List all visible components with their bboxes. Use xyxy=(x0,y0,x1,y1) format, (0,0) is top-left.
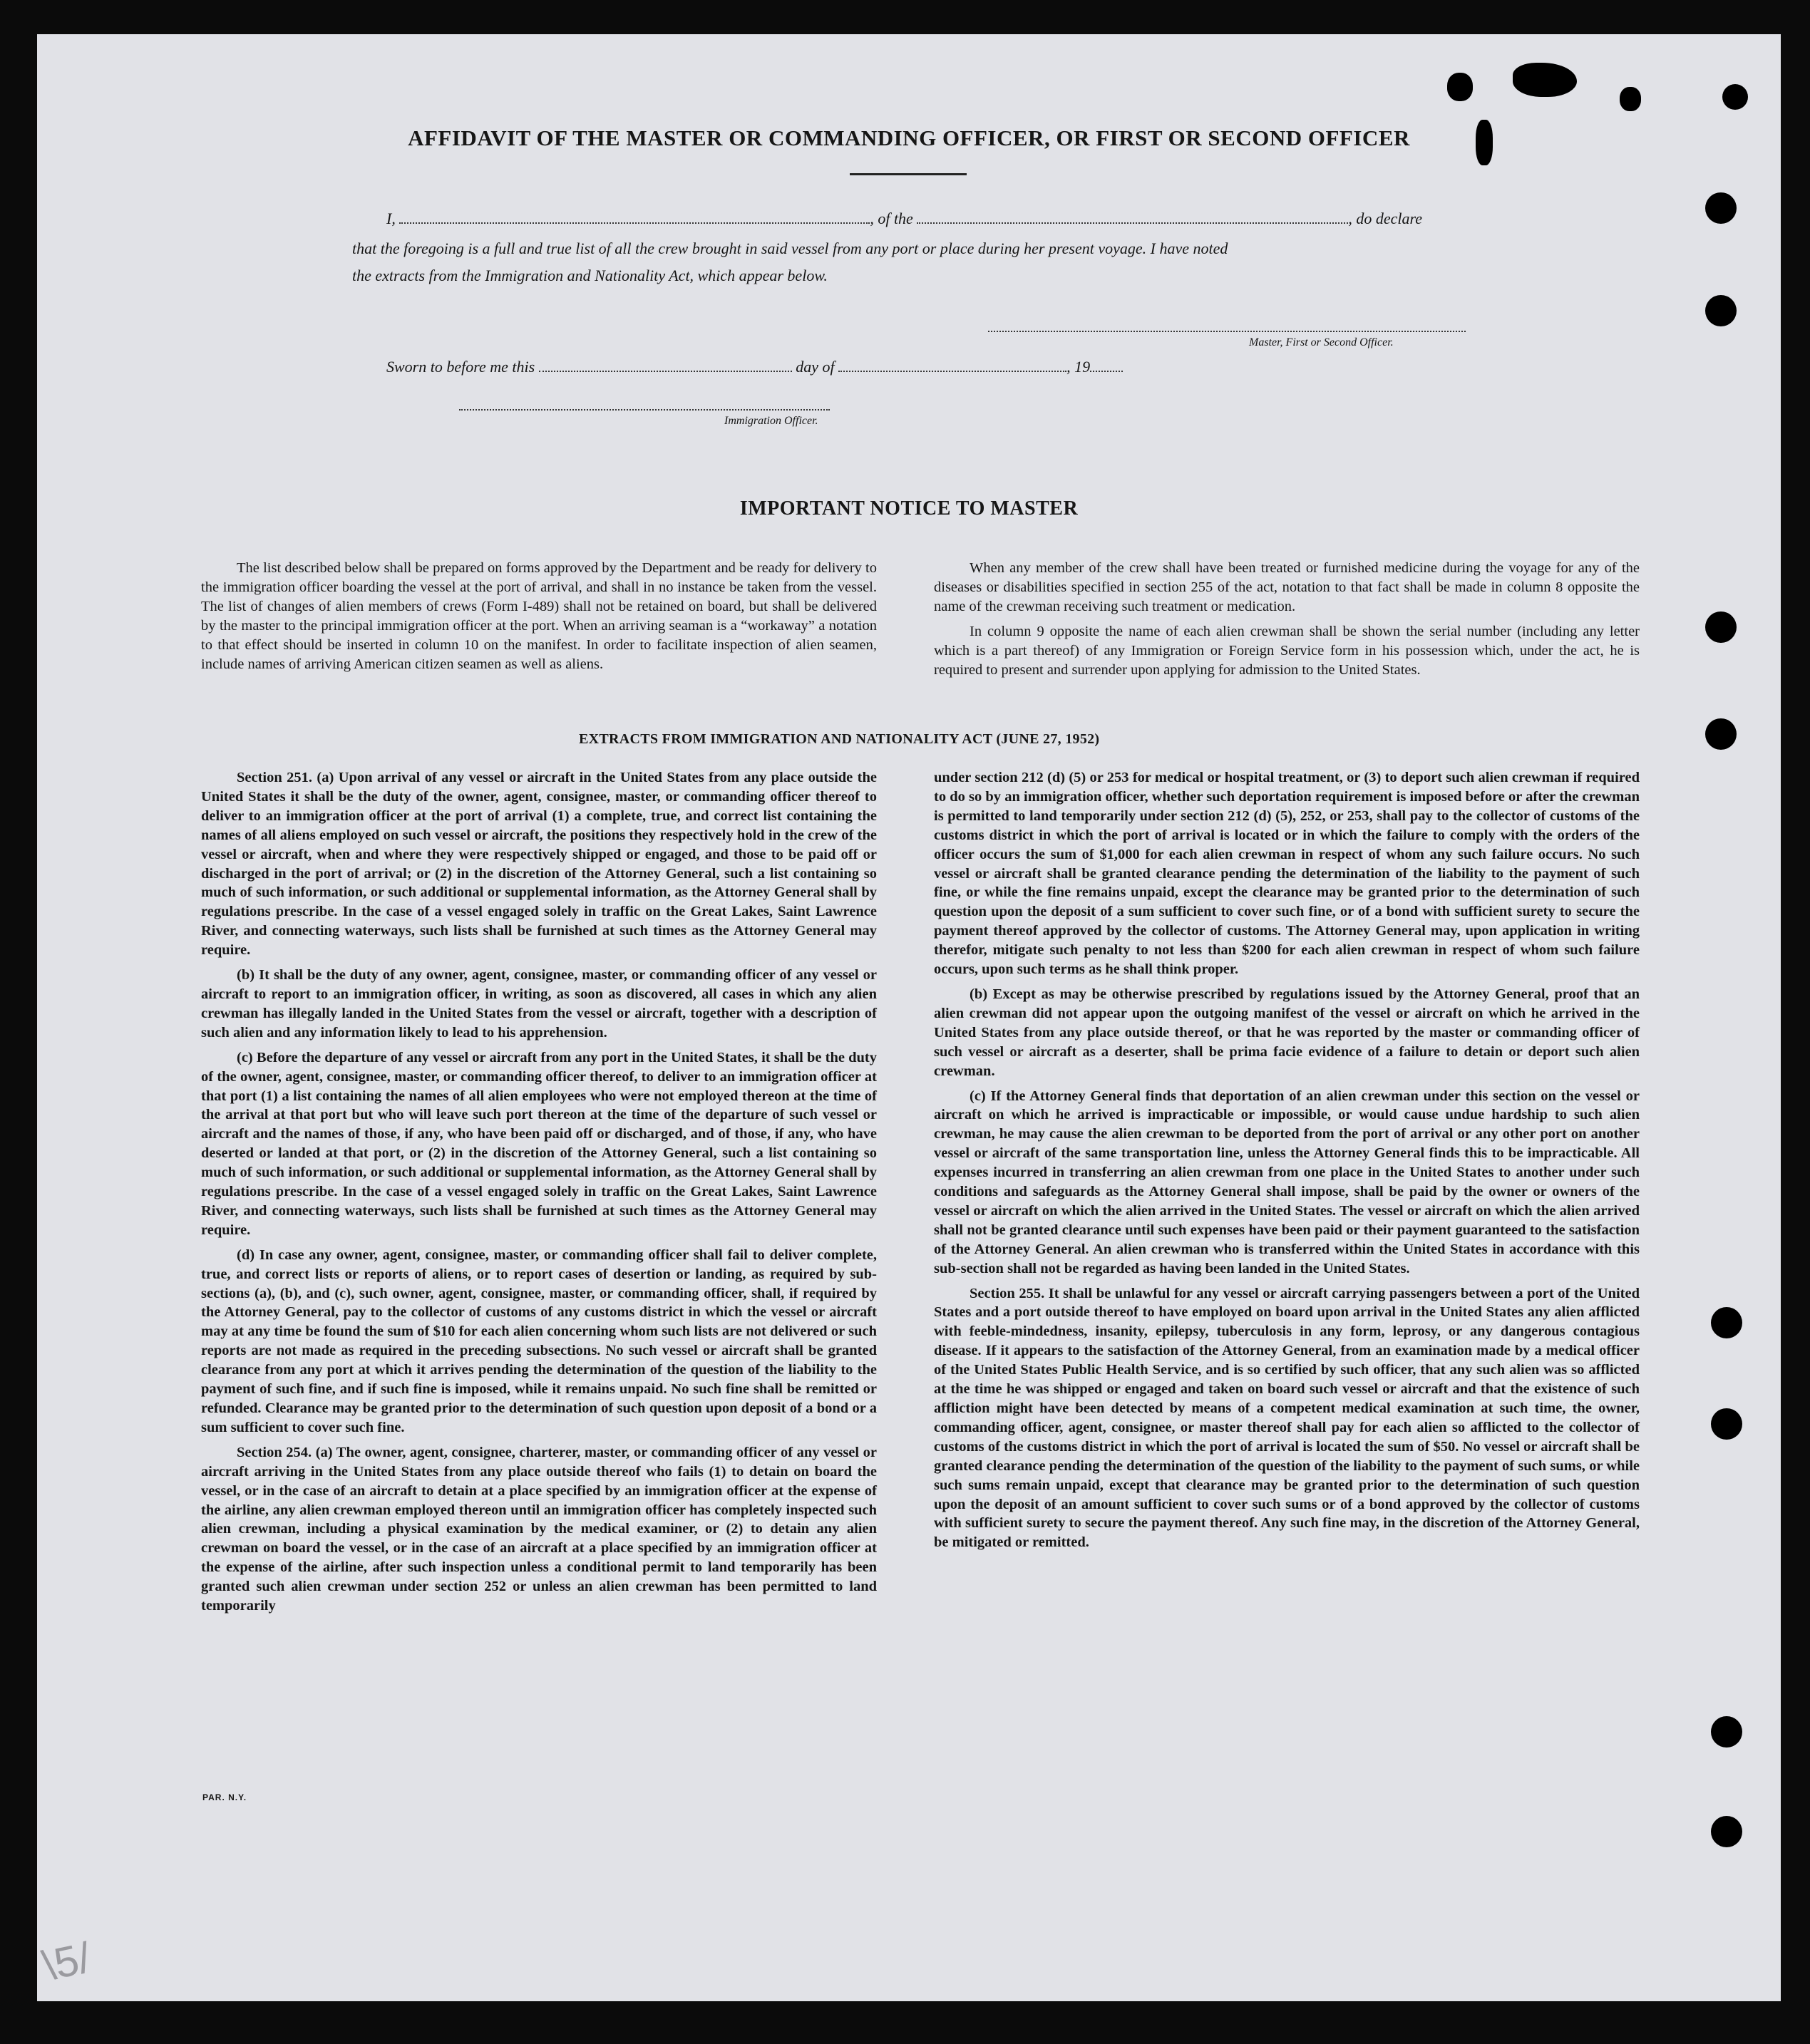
statute-paragraph: (c) Before the departure of any vessel or aircraft from any port in the United States, it shall be the duty of the owner, agent, consignee, master, or commanding officer thereof, to deliver to an immigration officer at that port (1) a list containing the names of all alien employees who were not employed thereon at the time of the arrival at that port but who will leave such port thereon at the time of the departure of such vessel or aircraft and the names of those, if any, who have been paid off or discharged, and of those, if any, who have deserted or landed at that port, or (2) in the discretion of the Attorney General, such a list containing so much of such information, or such additional or supplemental information, as the Attorney General shall by regulations prescribe. In the case of a vessel engaged solely in traffic on the Great Lakes, Saint Lawrence River, and connecting waterways, such lists shall be furnished at such times as the Attorney General may require. xyxy=(201,1049,877,1238)
year-label: , 19 xyxy=(1066,358,1091,376)
punch-hole xyxy=(1705,192,1737,224)
master-signature-caption: Master, First or Second Officer. xyxy=(1249,336,1394,349)
statute-paragraph: (b) It shall be the duty of any owner, agent, consignee, master, or commanding officer of any vessel or aircraft to report to an immigration officer, in writing, as soon as discovered, all cases in which any alien crewman has illegally landed in the United States from the vessel or aircraft, together with a description of such alien and any information likely to lead to his apprehension. xyxy=(201,967,877,1041)
sworn-year-field[interactable] xyxy=(1090,361,1123,372)
punch-hole xyxy=(1711,1816,1742,1847)
punch-hole xyxy=(1711,1307,1742,1338)
notice-paragraph: The list described below shall be prepared on forms approved by the Department and be ready for delivery to the immigration officer boarding the vessel at the port of arrival, and shall in no instance be taken from the vessel. The list of changes of alien members of crews (Form I-489) shall not be retained on board, but shall be delivered by the master to the principal immigration officer at the port. When an arriving seaman is a “workaway” a notation to that effect should be inserted in column 10 on the manifest. In order to facilitate inspection of alien seamen, include names of arriving American citizen seamen as well as aliens. xyxy=(201,560,877,672)
punch-hole xyxy=(1705,611,1737,643)
statute-paragraph: (b) Except as may be otherwise prescribed by regulations issued by the Attorney General, proof that an alien crewman did not appear upon the outgoing manifest of the vessel or aircraft on which he arrived in the United States from any place outside thereof, or that he was reported by the master or commanding officer of such vessel or aircraft as a deserter, shall be prima facie evidence of a failure to detain or deport such alien crewman. xyxy=(934,986,1640,1079)
statute-paragraph: Section 251. (a) Upon arrival of any vessel or aircraft in the United States from any place outside the United States it shall be the duty of the owner, agent, consignee, master, or commanding officer thereof to deliver to an immigration officer at the port of arrival (1) a complete, true, and correct list containing the names of all aliens employed on such vessel or aircraft, the positions they respectively hold in the crew of the vessel or aircraft, when and where they were respectively shipped or engaged, and those to be paid off or discharged in the port of arrival; or (2) in the discretion of the Attorney General, such a list containing so much of such information, or such additional or supplemental information, as the Attorney General shall by regulations prescribe. In the case of a vessel engaged solely in traffic on the Great Lakes, Saint Lawrence River, and connecting waterways, such lists shall be furnished at such times as the Attorney General may require. xyxy=(201,770,877,959)
punch-hole xyxy=(1711,1408,1742,1440)
punch-hole xyxy=(1705,295,1737,326)
punch-hole xyxy=(1711,1716,1742,1748)
extracts-right-column xyxy=(934,768,1640,1552)
printer-mark: PAR. N.Y. xyxy=(202,1792,247,1802)
statute-paragraph: under section 212 (d) (5) or 253 for medical or hospital treatment, or (3) to deport such alien crewman if required to do so by an immigration officer, whether such deportation requirement is imposed before or after the crewman is permitted to land temporarily under section 212 (d) (5), 252, or 253, shall pay to the collector of customs of the customs district in which the port of arrival is located or in which the failure to comply with the orders of the officer occurs the sum of $1,000 for each alien crewman in respect of whom any such failure occurs. No such vessel or aircraft shall be granted clearance pending the determination of the liability to the payment of such fine, or while the fine remains unpaid, except the clearance may be granted prior to the determination of such question upon the deposit of a sum sufficient to cover such fine, or of a bond with sufficient surety to secure the payment thereof approved by the collector of customs. The Attorney General may, upon application in writing therefor, mitigate such penalty to not less than $200 for each alien crewman in respect of whom such failure occurs, upon such terms as he shall think proper. xyxy=(934,770,1640,978)
notice-paragraph: When any member of the crew shall have been treated or furnished medicine during the voyage for any of the diseases or disabilities specified in section 255 of the act, notation to that fact shall be made in column 8 opposite the name of the crewman receiving such treatment or medication. xyxy=(934,560,1640,614)
declaration-line xyxy=(386,210,1504,228)
ink-blot xyxy=(1447,73,1473,101)
statute-paragraph: Section 254. (a) The owner, agent, consignee, charterer, master, or commanding officer of any vessel or aircraft arriving in the United States from any place outside thereof who fails (1) to detain on board the vessel, or in the case of an aircraft to detain at a place specified by an immigration officer at the expense of the airline, any alien crewman employed thereon until an immigration officer has completely inspected such alien crewman, including a physical examination by the medical examiner, or (2) to detain any alien crewman on board the vessel, or in the case of an aircraft at a place specified by an immigration officer at the expense of the airline, after such inspection unless a conditional permit to land temporarily has been granted such alien crewman under section 252 or unless an alien crewman has been permitted to land temporarily xyxy=(201,1444,877,1614)
statute-paragraph: (d) In case any owner, agent, consignee, master, or commanding officer shall fail to deliver complete, true, and correct lists or reports of aliens, or to report cases of desertion or landing, as required by sub-sections (a), (b), and (c), such owner, agent, consignee, master, or commanding officer, shall, if required by the Attorney General, pay to the collector of customs of any customs district in which the vessel or aircraft may at any time be found the sum of $10 for each alien concerning whom such lists are not delivered or such reports are not made as required in the preceding subsections. No such vessel or aircraft shall be granted clearance from any port at which it arrives pending the determination of the question of the liability to the payment of such fine, and if such fine is imposed, while it remains unpaid. No such fine shall be remitted or refunded. Clearance may be granted prior to the determination of such question upon deposit of a bond or a sum sufficient to cover such fine. xyxy=(201,1246,877,1435)
do-declare-label: , do declare xyxy=(1348,210,1422,227)
ink-blot xyxy=(1620,87,1641,111)
sworn-day-field[interactable] xyxy=(539,361,792,372)
notice-paragraph: In column 9 opposite the name of each alien crewman shall be shown the serial number (including any letter which is a part thereof) of any Immigration or Foreign Service form in his possession which, under the act, he is required to present and surrender upon applying for admission to the United States. xyxy=(934,623,1640,678)
sworn-month-field[interactable] xyxy=(838,361,1066,372)
declaration-text-line-3: the extracts from the Immigration and Nationality Act, which appear below. xyxy=(352,267,828,284)
vessel-name-field[interactable] xyxy=(917,212,1348,224)
statute-paragraph: (c) If the Attorney General finds that deportation of an alien crewman under this section on the vessel or aircraft on which he arrived is impracticable or impossible, or would cause undue hardship to such alien crewman, he may cause the alien crewman to be deported from the port of arrival or any other port on another vessel or aircraft of the same transportation line, unless the Attorney General finds this to be impracticable. All expenses incurred in transferring an alien crewman from one place in the United States to another under such conditions and safeguards as the Attorney General shall impose, shall be paid by the owner or owners of the vessel or aircraft on which the alien arrived in the United States. The vessel or aircraft on which the alien arrived shall not be granted clearance until such expenses have been paid or their payment guaranteed to the satisfaction of the Attorney General. An alien crewman who is transferred within the United States in accordance with this sub-section shall not be regarded as having been landed in the United States. xyxy=(934,1088,1640,1276)
day-of-label: day of xyxy=(796,358,835,376)
notice-right-column xyxy=(934,559,1640,679)
declarant-name-field[interactable] xyxy=(399,212,870,224)
notice-heading: IMPORTANT NOTICE TO MASTER xyxy=(739,497,1079,520)
officer-signature-caption: Immigration Officer. xyxy=(724,415,818,427)
declarant-label: I, xyxy=(386,210,396,227)
punch-hole xyxy=(1705,718,1737,750)
document-page xyxy=(37,34,1781,2001)
master-signature-field[interactable] xyxy=(988,331,1466,332)
sworn-line xyxy=(386,358,1242,376)
sworn-label: Sworn to before me this xyxy=(386,358,535,376)
notice-left-column xyxy=(201,559,877,673)
statute-paragraph: Section 255. It shall be unlawful for any vessel or aircraft carrying passengers between a port of the United States and a port outside thereof to have employed on board upon arrival in the United States any alien afflicted with feeble-mindedness, insanity, epilepsy, tuberculosis in any form, leprosy, or any dangerous contagious disease. If it appears to the satisfaction of the Attorney General, from an examination made by a medical officer of the United States Public Health Service, and is so certified by such officer, that any such alien was so afflicted at the time he was shipped or engaged and taken on board such vessel or aircraft and that the existence of such affliction might have been detected by means of a competent medical examination at such time, the owner, commanding officer, agent, consignee, or master thereof shall pay for each alien so afflicted to the collector of customs of the customs district in which the port of arrival is located the sum of $50. No vessel or aircraft shall be granted clearance pending the determination of the question of the liability to the payment of such sums, or while such sums remain unpaid, except that clearance may be granted prior to the determination of such question upon the deposit of an amount sufficient to cover such sums or of a bond approved by the collector of customs with sufficient surety to secure the payment thereof. Any such fine may, in the discretion of the Attorney General, be mitigated or remitted. xyxy=(934,1285,1640,1551)
extracts-heading: EXTRACTS FROM IMMIGRATION AND NATIONALITY ACT (JUNE 27, 1952) xyxy=(579,731,1100,747)
punch-hole xyxy=(1722,84,1748,110)
ink-blot xyxy=(1513,63,1577,97)
extracts-left-column xyxy=(201,768,877,1616)
handwritten-margin-mark: \5/ xyxy=(38,1933,95,1991)
officer-signature-field[interactable] xyxy=(459,409,830,411)
declaration-text-line-2: that the foregoing is a full and true list of all the crew brought in said vessel from any port or place during her present voyage. I have noted xyxy=(352,239,1228,257)
title-divider xyxy=(850,173,967,175)
affidavit-title: AFFIDAVIT OF THE MASTER OR COMMANDING OFFICER, OR FIRST OR SECOND OFFICER xyxy=(408,125,1410,150)
of-the-label: , of the xyxy=(870,210,913,227)
